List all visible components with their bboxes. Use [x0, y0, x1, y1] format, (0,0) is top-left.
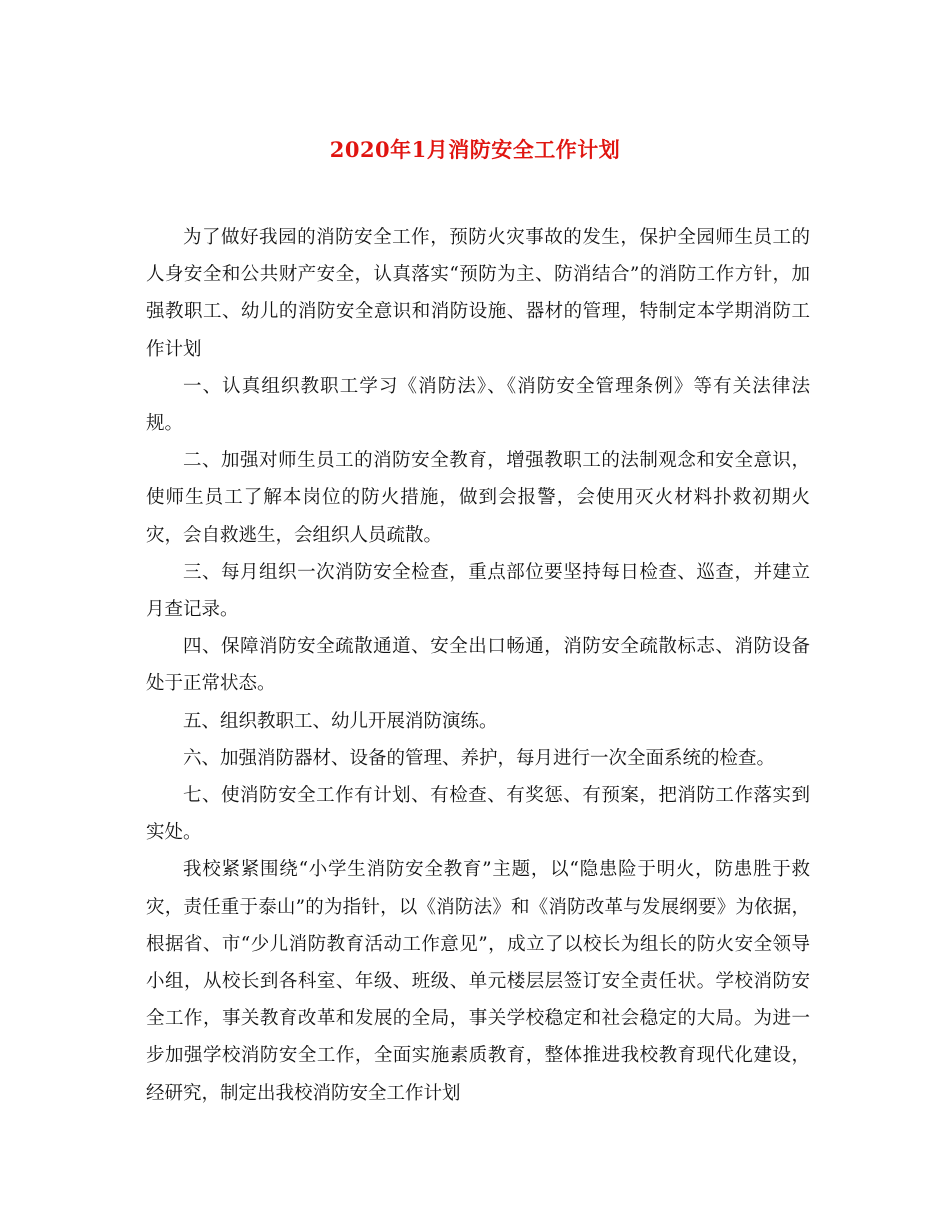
paragraph-item-6: 六、加强消防器材、设备的管理、养护，每月进行一次全面系统的检查。 — [183, 747, 776, 769]
paragraph-school-plan: 我校紧紧围绕“小学生消防安全教育”主题，以“隐患险于明火，防患胜于救灾，责任重于泰山”的为指针，以《消防法》和《消防改革与发展纲要》为依据，根据省、市“少儿消防教育活动工作意见”，成立了以校长为组长的防火安全领导小组，从校长到各科室、年级、班级、单元楼层层签订安全责任状。学校消防安全工作，事关教育改革和发展的全局，事关学校稳定和社会稳定的大局。为进一步加强学校消防安全工作，全面实施素质教育，整体推进我校教育现代化建设，经研究，制定出我校消防安全工作计划 — [146, 859, 810, 1104]
document-title: 2020年1月消防安全工作计划 — [329, 137, 621, 162]
paragraph-item-1: 一、认真组织教职工学习《消防法》、《消防安全管理条例》等有关法律法规。 — [146, 375, 810, 435]
paragraph-item-7: 七、使消防安全工作有计划、有检查、有奖惩、有预案，把消防工作落实到实处。 — [146, 785, 810, 844]
paragraph-item-4: 四、保障消防安全疏散通道、安全出口畅通，消防安全疏散标志、消防设备处于正常状态。 — [146, 636, 810, 695]
document-body — [146, 219, 810, 1112]
paragraph-item-5: 五、组织教职工、幼儿开展消防演练。 — [183, 710, 498, 732]
paragraph-intro: 为了做好我园的消防安全工作，预防火灾事故的发生，保护全园师生员工的人身安全和公共财产安全，认真落实“预防为主、防消结合”的消防工作方针，加强教职工、幼儿的消防安全意识和消防设施、器材的管理，特制定本学期消防工作计划 — [146, 227, 810, 360]
paragraph-item-3: 三、每月组织一次消防安全检查，重点部位要坚持每日检查、巡查，并建立月查记录。 — [146, 561, 810, 621]
paragraph-item-2: 二、加强对师生员工的消防安全教育，增强教职工的法制观念和安全意识，使师生员工了解本岗位的防火措施，做到会报警，会使用灭火材料扑救初期火灾，会自救逃生，会组织人员疏散。 — [146, 450, 810, 546]
